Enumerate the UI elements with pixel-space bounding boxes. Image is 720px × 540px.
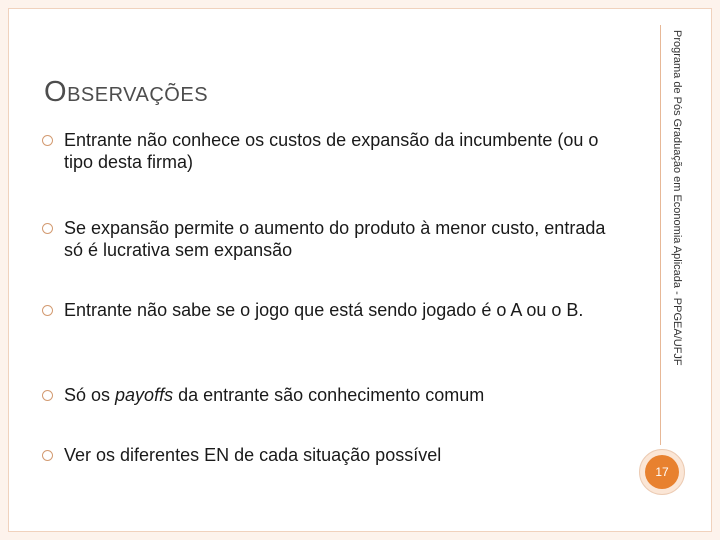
bullet-item [42, 129, 622, 173]
bullet-text: Entrante não sabe se o jogo que está sendo jogado é o A ou o B. [64, 300, 584, 320]
bullet-text-before: Só os [64, 385, 116, 405]
bullet-item [42, 217, 622, 261]
bullet-item [42, 299, 622, 321]
title-initial: O [44, 76, 68, 108]
bullet-item [42, 444, 622, 466]
bullet-ring-icon [42, 305, 53, 316]
bullet-text: Se expansão permite o aumento do produto à menor custo, entrada só é lucrativa sem expansão [64, 218, 606, 260]
bullet-ring-icon [42, 223, 53, 234]
bullet-ring-icon [42, 390, 53, 401]
side-label-container [664, 30, 686, 392]
bullet-item [42, 384, 622, 406]
bullet-ring-icon [42, 450, 53, 461]
title-rest: BSERVAÇÕES [67, 84, 209, 106]
bullet-text: Ver os diferentes EN de cada situação possível [64, 445, 442, 465]
bullet-ring-icon [42, 135, 53, 146]
side-label: Programa de Pós Graduação em Economia Aplicada - PPGEA/UFJF [671, 30, 683, 366]
bullet-text [64, 384, 484, 406]
bullet-text: Entrante não conhece os custos de expansão da incumbente (ou o tipo desta firma) [64, 130, 599, 172]
slide-title [44, 76, 208, 109]
page-number: 17 [645, 455, 679, 489]
vertical-divider [660, 25, 661, 445]
bullet-text-after: da entrante são conhecimento comum [173, 385, 485, 405]
bullet-text-italic: payoffs [115, 385, 174, 405]
